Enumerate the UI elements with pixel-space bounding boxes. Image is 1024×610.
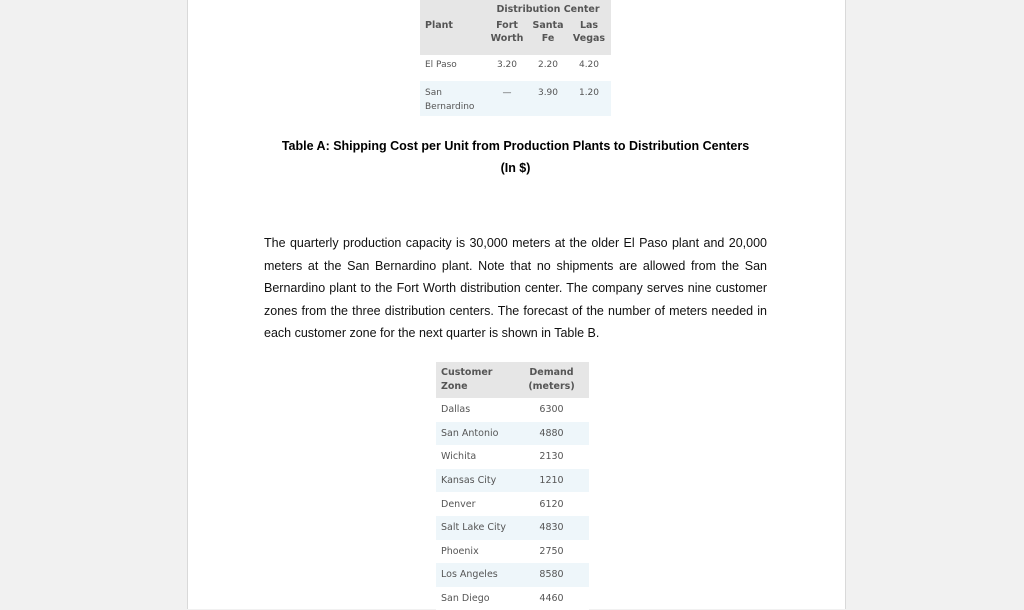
plant-name: San Bernardino [420,81,485,116]
demand-cell: 2130 [514,445,589,469]
table-row [436,492,589,516]
table-row [436,422,589,446]
demand-cell: 8580 [514,563,589,587]
zone-cell: Dallas [436,398,514,422]
cost-cell: 2.20 [529,55,567,81]
column-header-santa-fe: Santa Fe [529,19,567,55]
zone-cell: Wichita [436,445,514,469]
table-row [436,540,589,564]
table-row [420,55,611,81]
zone-cell: Los Angeles [436,563,514,587]
zone-cell: San Antonio [436,422,514,446]
demand-cell: 2750 [514,540,589,564]
demand-table [436,362,589,610]
distribution-center-header: Distribution Center [485,0,611,19]
demand-header: Demand (meters) [514,362,589,398]
zone-cell: Salt Lake City [436,516,514,540]
demand-cell: 6300 [514,398,589,422]
table-a-caption: Table A: Shipping Cost per Unit from Production Plants to Distribution Centers (In $) [281,139,750,175]
cost-cell: 3.90 [529,81,567,116]
demand-cell: 4880 [514,422,589,446]
cost-cell: 3.20 [485,55,529,81]
zone-cell: Kansas City [436,469,514,493]
table-row [436,398,589,422]
table-row [436,469,589,493]
cost-cell: 4.20 [567,55,611,81]
cost-cell: 1.20 [567,81,611,116]
shipping-cost-table [420,0,611,116]
demand-cell: 4830 [514,516,589,540]
zone-cell: Denver [436,492,514,516]
zone-cell: San Diego [436,587,514,610]
plant-header: Plant [420,19,485,55]
table-header-row [436,362,589,398]
body-paragraph: The quarterly production capacity is 30,000 meters at the older El Paso plant and 20,000 meters at the San Bernardino plant. Note that no shipments are allowed from the San Bernardino plant to the Fort Worth distribution center. The company serves nine customer zones from the three distribution centers. The forecast of the number of meters needed in each customer zone for the next quarter is shown in Table B. [264,236,767,340]
column-header-las-vegas: Las Vegas [567,19,611,55]
table-row [436,516,589,540]
table-row [436,563,589,587]
demand-cell: 6120 [514,492,589,516]
table-row [420,81,611,116]
table-row [436,587,589,610]
demand-cell: 4460 [514,587,589,610]
column-header-fort-worth: Fort Worth [485,19,529,55]
plant-name: El Paso [420,55,485,81]
customer-zone-header: Customer Zone [436,362,514,398]
zone-cell: Phoenix [436,540,514,564]
demand-cell: 1210 [514,469,589,493]
table-row [436,445,589,469]
cost-cell: — [485,81,529,116]
